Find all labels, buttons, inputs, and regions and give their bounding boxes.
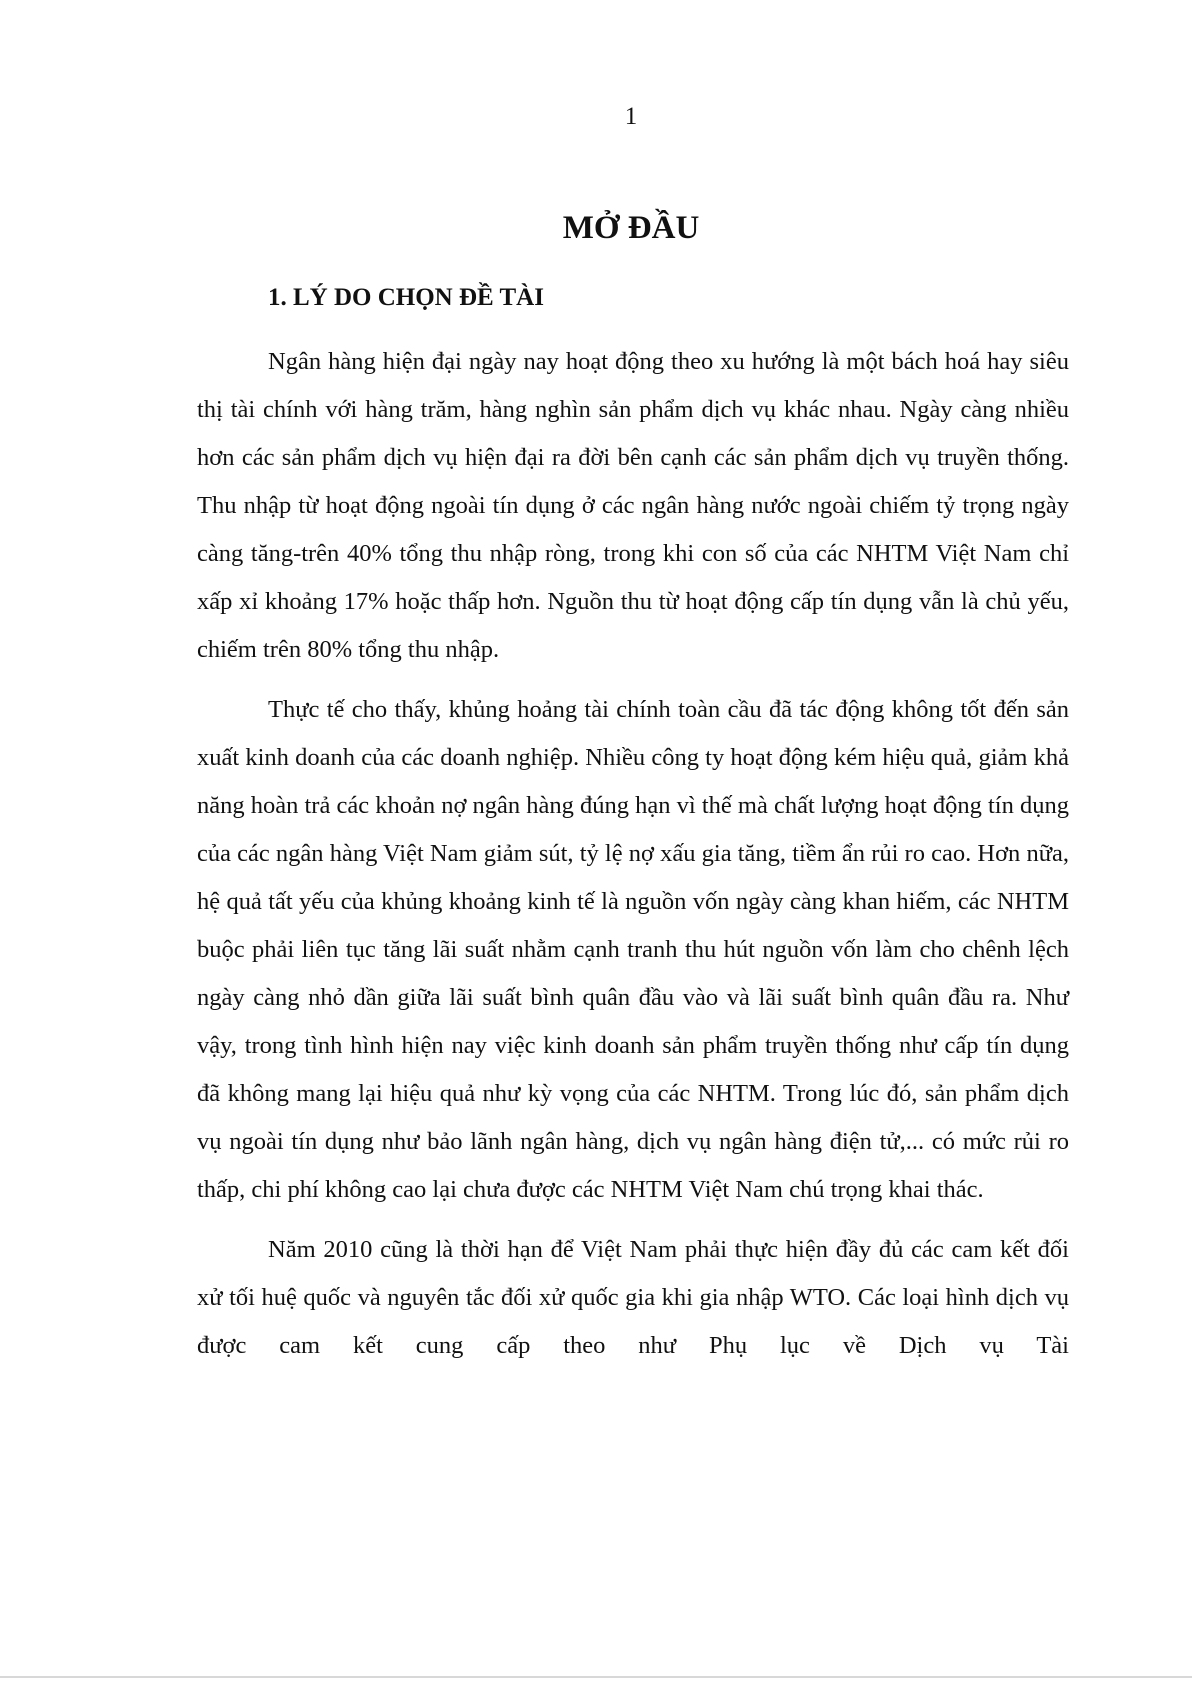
body-text: [197, 338, 1069, 1382]
section-heading: 1. LÝ DO CHỌN ĐỀ TÀI: [268, 284, 544, 311]
page-bottom-border: [0, 1676, 1192, 1678]
paragraph-1: Ngân hàng hiện đại ngày nay hoạt động theo xu hướng là một bách hoá hay siêu thị tài chính với hàng trăm, hàng nghìn sản phẩm dịch vụ khác nhau. Ngày càng nhiều hơn các sản phẩm dịch vụ hiện đại ra đời bên cạnh các sản phẩm dịch vụ truyền thống. Thu nhập từ hoạt động ngoài tín dụng ở các ngân hàng nước ngoài chiếm tỷ trọng ngày càng tăng-trên 40% tổng thu nhập ròng, trong khi con số của các NHTM Việt Nam chỉ xấp xỉ khoảng 17% hoặc thấp hơn. Nguồn thu từ hoạt động cấp tín dụng vẫn là chủ yếu, chiếm trên 80% tổng thu nhập.: [197, 348, 1069, 663]
page-number: 1: [624, 103, 638, 130]
chapter-title: MỞ ĐẦU: [562, 210, 700, 246]
paragraph-2: Thực tế cho thấy, khủng hoảng tài chính toàn cầu đã tác động không tốt đến sản xuất kinh doanh của các doanh nghiệp. Nhiều công ty hoạt động kém hiệu quả, giảm khả năng hoàn trả các khoản nợ ngân hàng đúng hạn vì thế mà chất lượng hoạt động tín dụng của các ngân hàng Việt Nam giảm sút, tỷ lệ nợ xấu gia tăng, tiềm ẩn rủi ro cao. Hơn nữa, hệ quả tất yếu của khủng khoảng kinh tế là nguồn vốn ngày càng khan hiếm, các NHTM buộc phải liên tục tăng lãi suất nhằm cạnh tranh thu hút nguồn vốn làm cho chênh lệch ngày càng nhỏ dần giữa lãi suất bình quân đầu vào và lãi suất bình quân đầu ra. Như vậy, trong tình hình hiện nay việc kinh doanh sản phẩm truyền thống như cấp tín dụng đã không mang lại hiệu quả như kỳ vọng của các NHTM. Trong lúc đó, sản phẩm dịch vụ ngoài tín dụng như bảo lãnh ngân hàng, dịch vụ ngân hàng điện tử,... có mức rủi ro thấp, chi phí không cao lại chưa được các NHTM Việt Nam chú trọng khai thác.: [197, 696, 1069, 1203]
paragraph-3: Năm 2010 cũng là thời hạn để Việt Nam phải thực hiện đầy đủ các cam kết đối xử tối huệ quốc và nguyên tắc đối xử quốc gia khi gia nhập WTO. Các loại hình dịch vụ được cam kết cung cấp theo như Phụ lục về Dịch vụ Tài: [197, 1236, 1069, 1359]
